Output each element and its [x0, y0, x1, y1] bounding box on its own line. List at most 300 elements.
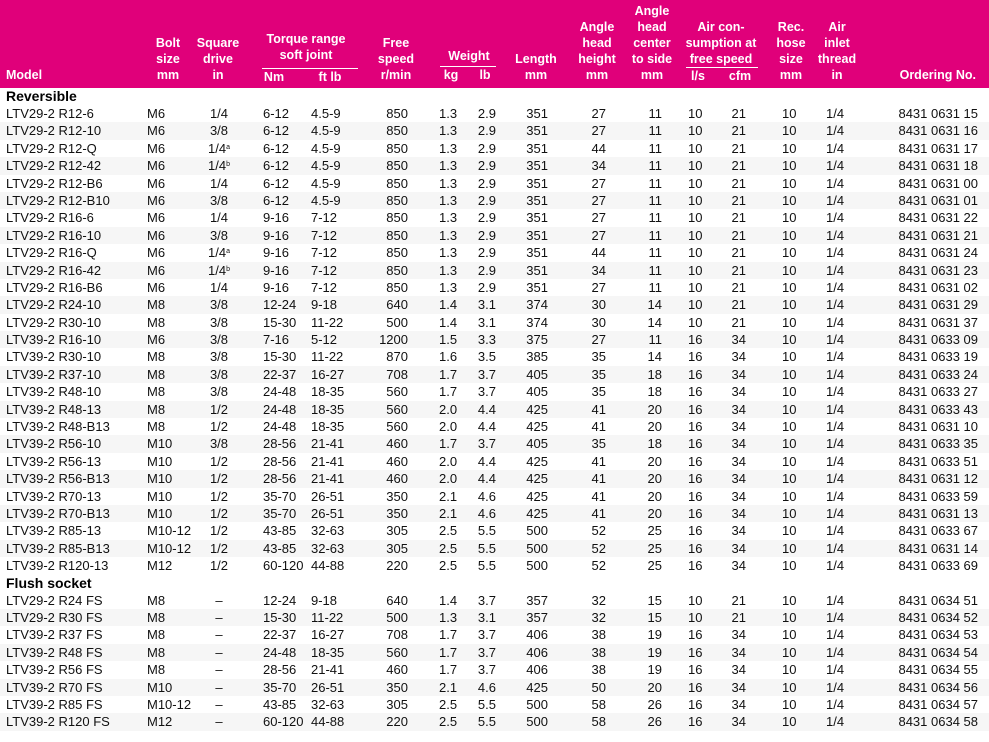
cell-angle-height: [580, 140, 606, 157]
table-row: [0, 209, 989, 226]
cell-angle-center-text: 25: [647, 540, 662, 556]
cell-angle-height-text: 35: [591, 436, 606, 452]
cell-ordering: [870, 488, 978, 505]
cell-torque-ftlb: [311, 157, 357, 174]
cell-air-ls: [688, 679, 710, 696]
col-weight-header: Weight: [448, 49, 490, 63]
cell-bolt-size: [147, 679, 197, 696]
cell-torque-ftlb-text: 4.5-9: [311, 192, 341, 208]
cell-angle-center: [634, 157, 662, 174]
cell-length: [516, 661, 548, 678]
cell-air-cfm-text: 34: [731, 540, 746, 556]
table-row: [0, 314, 989, 331]
cell-length: [516, 592, 548, 609]
cell-angle-height: [580, 209, 606, 226]
col-angle-head-center-header: Angle head center to side mm: [631, 4, 673, 82]
cell-angle-height: [580, 592, 606, 609]
cell-air-inlet: [826, 279, 850, 296]
cell-weight-lb-text: 5.5: [477, 696, 496, 712]
cell-air-inlet-text: 1/4: [826, 436, 845, 452]
cell-air-inlet-text: 1/4: [826, 523, 845, 539]
cell-air-cfm: [722, 713, 746, 730]
cell-weight-kg: [439, 505, 465, 522]
cell-air-ls: [688, 157, 710, 174]
cell-rec-hose-text: 10: [782, 419, 797, 435]
cell-free-speed-text: 220: [386, 558, 408, 574]
cell-torque-nm: [263, 418, 309, 435]
cell-rec-hose-text: 10: [782, 158, 797, 174]
cell-angle-height-text: 35: [591, 384, 606, 400]
cell-angle-height-text: 41: [591, 419, 606, 435]
col-model-header: Model: [6, 68, 43, 82]
cell-air-inlet: [826, 453, 850, 470]
cell-torque-nm-text: 43-85: [263, 523, 297, 539]
cell-square-drive-text: –: [215, 644, 223, 660]
cell-square-drive: [202, 296, 236, 313]
cell-model: [6, 522, 136, 539]
cell-length: [516, 105, 548, 122]
cell-weight-kg-text: 2.5: [439, 714, 458, 730]
cell-torque-nm-text: 6-12: [263, 175, 290, 191]
cell-model: [6, 122, 136, 139]
cell-weight-kg-text: 1.6: [439, 349, 458, 365]
cell-torque-ftlb: [311, 540, 357, 557]
cell-air-inlet-text: 1/4: [826, 297, 845, 313]
footnote-marker: b: [226, 161, 230, 169]
cell-ordering-text: 8431 0631 15: [898, 106, 978, 121]
cell-model: [6, 435, 136, 452]
cell-weight-lb-text: 4.6: [477, 488, 496, 504]
cell-length: [516, 262, 548, 279]
cell-free-speed-text: 850: [386, 140, 408, 156]
cell-model: [6, 331, 136, 348]
cell-bolt-size-text: M6: [147, 175, 166, 191]
cell-free-speed: [368, 279, 408, 296]
cell-weight-lb-text: 4.4: [477, 453, 496, 469]
cell-length: [516, 314, 548, 331]
cell-free-speed-text: 460: [386, 453, 408, 469]
cell-angle-height-text: 27: [591, 106, 606, 121]
table-row: [0, 140, 989, 157]
cell-rec-hose-text: 10: [782, 609, 797, 625]
cell-angle-center-text: 20: [647, 488, 662, 504]
cell-weight-kg-text: 1.3: [439, 158, 458, 174]
table-row: [0, 401, 989, 418]
cell-torque-nm-text: 43-85: [263, 540, 297, 556]
cell-angle-height: [580, 244, 606, 261]
cell-free-speed-text: 850: [386, 245, 408, 261]
cell-air-ls: [688, 383, 710, 400]
cell-air-inlet-text: 1/4: [826, 696, 845, 712]
cell-air-ls-text: 10: [688, 245, 703, 261]
cell-weight-kg-text: 2.0: [439, 401, 458, 417]
cell-free-speed: [368, 140, 408, 157]
cell-square-drive-text: 3/8: [209, 123, 229, 139]
cell-length: [516, 175, 548, 192]
cell-square-drive: [202, 105, 236, 122]
cell-torque-nm: [263, 401, 309, 418]
cell-weight-kg: [439, 140, 465, 157]
cell-bolt-size-text: M8: [147, 297, 166, 313]
cell-free-speed-text: 305: [386, 696, 408, 712]
cell-weight-lb: [470, 262, 496, 279]
cell-model-text: LTV39-2 R56-13: [6, 453, 102, 469]
cell-air-inlet: [826, 679, 850, 696]
cell-ordering: [870, 105, 978, 122]
cell-weight-lb: [470, 626, 496, 643]
cell-free-speed-text: 460: [386, 471, 408, 487]
cell-weight-lb: [470, 279, 496, 296]
table-header: [0, 0, 989, 88]
cell-air-cfm-text: 34: [731, 505, 746, 521]
cell-length-text: 351: [526, 140, 548, 156]
cell-angle-height-text: 30: [591, 314, 606, 330]
cell-weight-lb-text: 2.9: [477, 262, 496, 278]
cell-ordering-text: 8431 0631 14: [898, 540, 978, 556]
cell-air-cfm: [722, 296, 746, 313]
cell-air-inlet-text: 1/4: [826, 262, 845, 278]
cell-ordering: [870, 262, 978, 279]
cell-bolt-size: [147, 122, 197, 139]
cell-weight-kg: [439, 626, 465, 643]
cell-angle-center-text: 11: [648, 140, 662, 156]
cell-rec-hose: [782, 609, 804, 626]
cell-air-inlet: [826, 209, 850, 226]
cell-air-ls-text: 16: [688, 349, 703, 365]
cell-air-cfm: [722, 366, 746, 383]
cell-air-inlet-text: 1/4: [826, 279, 845, 295]
cell-length-text: 405: [526, 384, 548, 400]
cell-torque-ftlb-text: 21-41: [311, 471, 345, 487]
cell-torque-ftlb-text: 4.5-9: [311, 175, 341, 191]
cell-weight-kg: [439, 418, 465, 435]
col-weight-kg-header: kg: [443, 68, 459, 82]
cell-torque-nm: [263, 435, 309, 452]
cell-length: [516, 331, 548, 348]
cell-length-text: 500: [526, 714, 548, 730]
cell-air-cfm-text: 21: [731, 140, 746, 156]
cell-model: [6, 626, 136, 643]
cell-square-drive-text: 1/2: [209, 523, 229, 539]
cell-length: [516, 644, 548, 661]
cell-torque-ftlb: [311, 105, 357, 122]
cell-torque-nm-text: 22-37: [263, 627, 297, 643]
cell-bolt-size-text: M8: [147, 366, 166, 382]
cell-bolt-size-text: M10: [147, 453, 173, 469]
cell-weight-kg: [439, 592, 465, 609]
cell-bolt-size-text: M6: [147, 245, 166, 261]
cell-angle-height: [580, 331, 606, 348]
cell-length-text: 351: [526, 245, 548, 261]
cell-bolt-size-text: M8: [147, 419, 166, 435]
cell-free-speed: [368, 175, 408, 192]
cell-torque-ftlb-text: 18-35: [311, 401, 345, 417]
cell-model-text: LTV29-2 R16-Q: [6, 245, 97, 261]
cell-weight-lb: [470, 383, 496, 400]
cell-air-ls-text: 16: [688, 540, 703, 556]
cell-torque-nm-text: 28-56: [263, 662, 297, 678]
cell-length-text: 351: [526, 227, 548, 243]
cell-bolt-size-text: M6: [147, 210, 166, 226]
cell-weight-kg-text: 1.7: [439, 662, 458, 678]
cell-length-text: 375: [526, 332, 548, 348]
cell-square-drive-text: –: [215, 679, 223, 695]
cell-bolt-size: [147, 453, 197, 470]
cell-air-inlet: [826, 470, 850, 487]
cell-air-inlet: [826, 557, 850, 574]
cell-air-cfm: [722, 122, 746, 139]
cell-air-cfm: [722, 279, 746, 296]
cell-torque-ftlb-text: 11-22: [311, 314, 344, 330]
cell-torque-nm-text: 35-70: [263, 488, 297, 504]
cell-model-text: LTV39-2 R85-13: [6, 523, 102, 539]
cell-weight-lb: [470, 592, 496, 609]
cell-torque-nm: [263, 540, 309, 557]
cell-model-text: LTV29-2 R30-10: [6, 314, 102, 330]
cell-weight-kg: [439, 522, 465, 539]
cell-torque-ftlb: [311, 661, 357, 678]
cell-weight-lb: [470, 244, 496, 261]
cell-torque-nm: [263, 679, 309, 696]
cell-rec-hose: [782, 331, 804, 348]
cell-weight-kg-text: 1.3: [439, 106, 458, 121]
cell-weight-lb-text: 3.7: [477, 644, 496, 660]
cell-length-text: 351: [526, 279, 548, 295]
cell-angle-height: [580, 192, 606, 209]
cell-torque-nm-text: 60-120: [263, 558, 304, 574]
cell-torque-ftlb: [311, 679, 357, 696]
cell-angle-center: [634, 227, 662, 244]
cell-angle-center-text: 11: [648, 262, 662, 278]
cell-angle-center: [634, 105, 662, 122]
cell-weight-lb-text: 4.4: [477, 419, 496, 435]
cell-angle-center-text: 11: [648, 106, 662, 121]
cell-weight-lb-text: 4.6: [477, 505, 496, 521]
cell-air-cfm: [722, 522, 746, 539]
cell-square-drive-text: –: [215, 609, 223, 625]
cell-square-drive-text: –: [215, 714, 223, 730]
cell-air-ls: [688, 453, 710, 470]
cell-air-ls: [688, 227, 710, 244]
cell-rec-hose: [782, 227, 804, 244]
cell-angle-height-text: 44: [591, 140, 606, 156]
cell-square-drive-text: –: [215, 592, 223, 608]
cell-free-speed: [368, 696, 408, 713]
cell-ordering: [870, 557, 978, 574]
cell-torque-ftlb: [311, 279, 357, 296]
cell-ordering: [870, 175, 978, 192]
cell-air-cfm: [722, 140, 746, 157]
cell-weight-kg: [439, 609, 465, 626]
cell-angle-center: [634, 453, 662, 470]
cell-air-cfm-text: 21: [731, 106, 746, 121]
cell-torque-ftlb-text: 21-41: [311, 453, 345, 469]
cell-bolt-size-text: M8: [147, 662, 166, 678]
cell-length: [516, 383, 548, 400]
cell-square-drive: [202, 209, 236, 226]
cell-angle-center: [634, 592, 662, 609]
cell-air-inlet-text: 1/4: [826, 245, 845, 261]
cell-angle-height: [580, 644, 606, 661]
cell-air-inlet-text: 1/4: [826, 592, 845, 608]
cell-model: [6, 713, 136, 730]
cell-air-cfm-text: 34: [731, 714, 746, 730]
cell-rec-hose-text: 10: [782, 540, 797, 556]
cell-rec-hose: [782, 435, 804, 452]
cell-weight-kg: [439, 679, 465, 696]
cell-weight-lb: [470, 348, 496, 365]
cell-rec-hose-text: 10: [782, 714, 797, 730]
cell-air-ls-text: 10: [688, 123, 703, 139]
cell-square-drive-text: 1/4: [209, 279, 229, 295]
cell-bolt-size-text: M10: [147, 679, 173, 695]
cell-weight-kg: [439, 401, 465, 418]
cell-ordering-text: 8431 0633 59: [898, 488, 978, 504]
cell-angle-center: [634, 540, 662, 557]
cell-angle-height: [580, 626, 606, 643]
cell-square-drive-text: 3/8: [209, 332, 229, 348]
cell-ordering: [870, 626, 978, 643]
cell-angle-center-text: 20: [647, 471, 662, 487]
cell-length: [516, 209, 548, 226]
cell-torque-ftlb: [311, 609, 357, 626]
cell-weight-lb: [470, 696, 496, 713]
cell-bolt-size-text: M8: [147, 627, 166, 643]
cell-model-text: LTV39-2 R56-B13: [6, 471, 110, 487]
cell-weight-lb: [470, 157, 496, 174]
cell-length-text: 374: [526, 314, 548, 330]
cell-air-cfm-text: 34: [731, 471, 746, 487]
cell-air-ls: [688, 105, 710, 122]
cell-air-cfm-text: 34: [731, 644, 746, 660]
cell-torque-ftlb-text: 16-27: [311, 627, 345, 643]
cell-air-cfm: [722, 679, 746, 696]
cell-free-speed: [368, 592, 408, 609]
cell-rec-hose: [782, 348, 804, 365]
cell-square-drive-text: 1/4: [209, 210, 229, 226]
cell-model: [6, 418, 136, 435]
cell-angle-center: [634, 626, 662, 643]
cell-weight-lb: [470, 609, 496, 626]
cell-square-drive-text: 1/2: [209, 488, 229, 504]
cell-weight-lb-text: 5.5: [477, 540, 496, 556]
cell-bolt-size-text: M8: [147, 609, 166, 625]
cell-square-drive-text: 1/4: [208, 158, 227, 174]
cell-air-cfm-text: 34: [731, 349, 746, 365]
cell-bolt-size-text: M12: [147, 714, 173, 730]
cell-air-ls: [688, 209, 710, 226]
cell-model-text: LTV39-2 R48-13: [6, 401, 102, 417]
cell-torque-ftlb: [311, 626, 357, 643]
cell-air-ls-text: 16: [688, 401, 703, 417]
cell-torque-ftlb: [311, 505, 357, 522]
cell-angle-center: [634, 366, 662, 383]
cell-torque-nm: [263, 262, 309, 279]
cell-angle-height-text: 32: [591, 592, 606, 608]
col-torque-header: Torque range soft joint: [266, 32, 346, 62]
cell-ordering-text: 8431 0633 67: [898, 523, 978, 539]
cell-angle-center: [634, 279, 662, 296]
cell-air-ls-text: 16: [688, 662, 703, 678]
cell-model: [6, 679, 136, 696]
cell-air-cfm-text: 34: [731, 488, 746, 504]
cell-weight-kg: [439, 540, 465, 557]
cell-rec-hose: [782, 626, 804, 643]
cell-weight-lb: [470, 227, 496, 244]
cell-length-text: 405: [526, 366, 548, 382]
cell-model: [6, 209, 136, 226]
cell-square-drive: [202, 122, 236, 139]
cell-model-text: LTV29-2 R12-10: [6, 123, 102, 139]
cell-torque-ftlb-text: 26-51: [311, 505, 345, 521]
cell-bolt-size-text: M8: [147, 644, 166, 660]
cell-rec-hose-text: 10: [782, 227, 797, 243]
cell-free-speed: [368, 227, 408, 244]
cell-ordering: [870, 522, 978, 539]
cell-length: [516, 540, 548, 557]
table-row: [0, 105, 989, 122]
cell-air-ls: [688, 366, 710, 383]
cell-weight-lb-text: 4.4: [477, 401, 496, 417]
cell-square-drive: [202, 366, 236, 383]
cell-ordering: [870, 609, 978, 626]
cell-rec-hose-text: 10: [782, 297, 797, 313]
cell-angle-center-text: 11: [648, 332, 662, 348]
cell-bolt-size-text: M6: [147, 262, 166, 278]
cell-air-inlet: [826, 122, 850, 139]
cell-rec-hose: [782, 157, 804, 174]
cell-air-inlet-text: 1/4: [826, 471, 845, 487]
cell-bolt-size-text: M8: [147, 401, 166, 417]
cell-angle-height-text: 58: [591, 714, 606, 730]
cell-model: [6, 175, 136, 192]
cell-angle-center: [634, 348, 662, 365]
cell-bolt-size-text: M6: [147, 279, 166, 295]
cell-torque-nm: [263, 105, 309, 122]
cell-weight-kg-text: 2.0: [439, 471, 458, 487]
cell-square-drive: [202, 314, 236, 331]
cell-weight-lb: [470, 644, 496, 661]
cell-model-text: LTV39-2 R85 FS: [6, 696, 103, 712]
cell-square-drive: [202, 348, 236, 365]
cell-torque-nm: [263, 696, 309, 713]
cell-weight-lb: [470, 557, 496, 574]
cell-air-inlet: [826, 331, 850, 348]
cell-rec-hose-text: 10: [782, 488, 797, 504]
cell-weight-lb-text: 3.1: [477, 609, 496, 625]
table-row: [0, 522, 989, 539]
cell-torque-ftlb: [311, 557, 357, 574]
cell-air-cfm-text: 21: [731, 192, 746, 208]
cell-ordering: [870, 435, 978, 452]
cell-torque-nm: [263, 157, 309, 174]
cell-weight-lb-text: 3.7: [477, 366, 496, 382]
cell-air-ls-text: 16: [688, 679, 703, 695]
cell-rec-hose-text: 10: [782, 679, 797, 695]
cell-weight-lb: [470, 435, 496, 452]
cell-free-speed-text: 870: [386, 349, 408, 365]
cell-torque-nm-text: 24-48: [263, 419, 297, 435]
table-row: [0, 661, 989, 678]
cell-weight-lb-text: 5.5: [477, 523, 496, 539]
cell-ordering-text: 8431 0633 27: [898, 384, 978, 400]
cell-ordering: [870, 140, 978, 157]
cell-angle-center: [634, 418, 662, 435]
cell-rec-hose-text: 10: [782, 314, 797, 330]
col-angle-head-height-header: Angle head height mm: [578, 20, 616, 82]
cell-free-speed-text: 850: [386, 210, 408, 226]
cell-torque-ftlb: [311, 435, 357, 452]
